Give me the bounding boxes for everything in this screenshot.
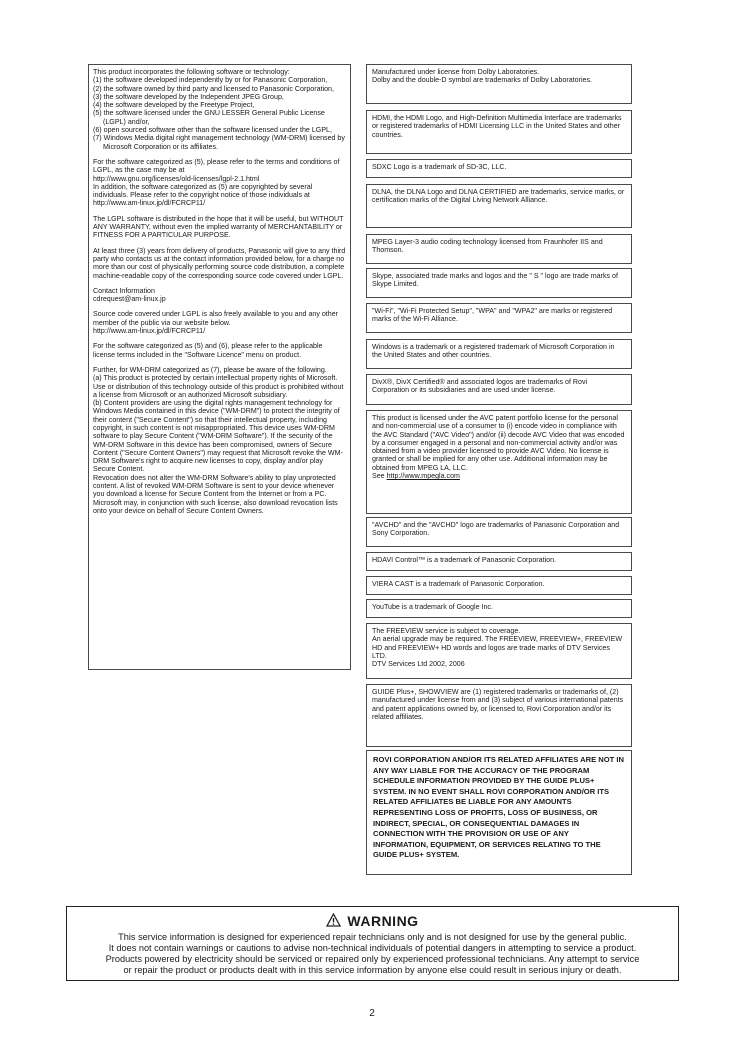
warranty-paragraph: The LGPL software is distributed in the hope that it will be useful, but WITHOUT ANY WARRANTY, without even the implied warranty of MERCHANTABILITY or FITNESS FOR A PARTICULAR PURPOSE. <box>93 214 344 240</box>
windows-notice: Windows is a trademark or a registered trademark of Microsoft Corporation in the United States and other countries. <box>366 339 632 369</box>
intro-text: This product incorporates the following software or technology: <box>93 68 290 76</box>
dolby-notice: Manufactured under license from Dolby Laboratories. Dolby and the double-D symbol are trademarks of Dolby Laboratories. <box>366 64 632 104</box>
list-item: (4) the software developed by the Freetype Project, <box>93 101 255 110</box>
freeview-notice: The FREEVIEW service is subject to coverage. An aerial upgrade may be required. The FREEVIEW, FREEVIEW+, FREEVIEW HD and FREEVIEW+ HD words and logos are trade marks of DTV Services LTD. DTV Services Ltd 2002, 2006 <box>366 623 632 679</box>
list-item: (2) the software owned by third party and licensed to Panasonic Corporation, <box>93 84 334 93</box>
contact-information: Contact Information cdrequest@am-linux.jp <box>93 286 166 304</box>
software-license-notice <box>88 64 351 670</box>
hdmi-notice: HDMI, the HDMI Logo, and High-Definition Multimedia Interface are trademarks or registered trademarks of HDMI Licensing LLC in the United States and other countries. <box>366 110 632 154</box>
list-item: (6) open sourced software other than the software licensed under the LGPL, <box>93 126 332 135</box>
wm-drm-paragraph: Further, for WM-DRM categorized as (7), please be aware of the following. (a) This product is protected by certain intellectual property rights of Microsoft. Use or distribution of this technology outside of this product is prohibited without a license from Microsoft or an authorized Microsoft subsidiary. (b) Content providers are using the digital rights management technology for Windows Media contained in this device ("WM-DRM") to protect the integrity of their content ("Secure Content") so that their intellectual property, including copyright, in such content is not misappropriated. This device uses WM-DRM software to play Secure Content ("WM-DRM Software"). If the security of the WM-DRM Software in this device has been compromised, owners of Secure Content ("Secure Content Owners") may request that Microsoft revoke the WM-DRM Software's right to acquire new licenses to copy, display and/or play Secure Content. Revocation does not alter the WM-DRM Software's ability to play unprotected content. A list of revoked WM-DRM Software is sent to your device whenever you download a license for Secure Content from the Internet or from a PC. Microsoft may, in conjunction with such license, also download revocation lists onto your device on behalf of Secure Content Owners. <box>93 365 344 515</box>
wifi-notice: "Wi-Fi", "Wi-Fi Protected Setup", "WPA" and "WPA2" are marks or registered marks of the Wi-Fi Alliance. <box>366 303 632 333</box>
skype-notice: Skype, associated trade marks and logos and the " S " logo are trade marks of Skype Limited. <box>366 268 632 298</box>
guide-plus-notice: GUIDE Plus+, SHOWVIEW are (1) registered trademarks or trademarks of, (2) manufactured under license from and (3) subject of various international patents and patent applications owned by, or licensed to, Rovi Corporation and/or its related affiliates. <box>366 684 632 747</box>
warning-triangle-icon <box>326 913 341 927</box>
divx-notice: DivX®, DivX Certified® and associated logos are trademarks of Rovi Corporation or its subsidiaries and are used under license. <box>366 374 632 405</box>
source-code-offer-paragraph: At least three (3) years from delivery of products, Panasonic will give to any third party who contacts us at the contact information provided below, for a charge no more than our cost of physically performing source code distribution, a complete machine-readable copy of the corresponding source code covered under LGPL. <box>93 246 346 280</box>
hdavi-notice: HDAVI Control™ is a trademark of Panasonic Corporation. <box>366 552 632 571</box>
avchd-notice: "AVCHD" and the "AVCHD" logo are trademarks of Panasonic Corporation and Sony Corporation. <box>366 517 632 547</box>
license-terms-paragraph: For the software categorized as (5) and (6), please refer to the applicable license terms included in the "Software Licence" menu on product. <box>93 342 323 359</box>
page-number: 2 <box>369 1008 375 1019</box>
warning-heading <box>67 913 678 929</box>
list-item: (1) the software developed independently by or for Panasonic Corporation, <box>93 76 328 85</box>
mpegla-link[interactable]: http://www.mpegla.com <box>386 472 460 481</box>
source-code-website-paragraph: Source code covered under LGPL is also freely available to you and any other member of the public via our website below. http://www.am-linux.jp/dl/FCRCP11/ <box>93 310 339 336</box>
avc-license-text: This product is licensed under the AVC patent portfolio license for the personal and non-commercial use of a consumer to (i) encode video in compliance with the AVC Standard ("AVC Video") and/or (ii) decode AVC Video that was encoded by a consumer engaged in a personal and non-commercial activity and/or was obtained from a video provider licensed to provide AVC Video. No license is granted or shall be implied for any other use. Additional information may be obtained from MPEG LA, LLC. <box>372 414 625 472</box>
viera-cast-notice: VIERA CAST is a trademark of Panasonic Corporation. <box>366 576 632 595</box>
mpeg-layer3-notice: MPEG Layer-3 audio coding technology licensed from Fraunhofer IIS and Thomson. <box>366 234 632 264</box>
youtube-notice: YouTube is a trademark of Google Inc. <box>366 599 632 618</box>
list-item: (5) the software licensed under the GNU LESSER General Public License (LGPL) and/or, <box>93 109 325 126</box>
avc-notice <box>366 410 632 514</box>
list-item: (7) Windows Media digital right management technology (WM-DRM) licensed by Microsoft Corporation or its affiliates. <box>93 134 345 151</box>
mpegla-see-label: See <box>372 472 387 481</box>
warning-text: This service information is designed for experienced repair technicians only and is not designed for use by the general public. It does not contain warnings or cautions to advise non-technical individuals of potential dangers in attempting to service a product. Products powered by electricity should be serviced or repaired only by experienced professional technicians. Any attempt to service or repair the product or products dealt with in this service information by anyone else could result in serious injury or death. <box>105 932 640 975</box>
sdxc-notice: SDXC Logo is a trademark of SD-3C, LLC. <box>366 159 632 178</box>
warning-title: WARNING <box>347 913 419 929</box>
dlna-notice: DLNA, the DLNA Logo and DLNA CERTIFIED are trademarks, service marks, or certification marks of the Digital Living Network Alliance. <box>366 184 632 228</box>
rovi-liability-disclaimer: ROVI CORPORATION AND/OR ITS RELATED AFFILIATES ARE NOT IN ANY WAY LIABLE FOR THE ACCURACY OF THE PROGRAM SCHEDULE INFORMATION PROVIDED BY THE GUIDE PLUS+ SYSTEM. IN NO EVENT SHALL ROVI CORPORATION AND/OR ITS RELATED AFFILIATES BE LIABLE FOR ANY AMOUNTS REPRESENTING LOSS OF PROFITS, LOSS OF BUSINESS, OR INDIRECT, SPECIAL, OR CONSEQUENTIAL DAMAGES IN CONNECTION WITH THE PROVISION OR USE OF ANY INFORMATION, EQUIPMENT, OR SERVICES RELATING TO THE GUIDE PLUS+ SYSTEM. <box>366 750 632 875</box>
list-item: (3) the software developed by the Independent JPEG Group, <box>93 92 284 101</box>
lgpl-terms-paragraph: For the software categorized as (5), please refer to the terms and conditions of LGPL, as the case may be at http://www.gnu.org/licenses/old-licenses/lgpl-2.1.html In addition, the software categorized as (5) are copyrighted by several individuals. Please refer to the copyright notice of those individuals at http://www.am-linux.jp/dl/FCRCP11/ <box>93 157 340 208</box>
warning-box <box>66 906 679 981</box>
